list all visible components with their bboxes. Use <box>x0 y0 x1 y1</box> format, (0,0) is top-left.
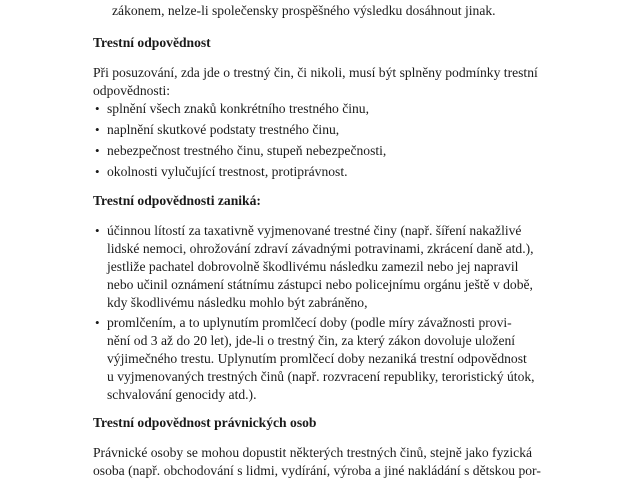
list-item-line: promlčením, a to uplynutím promlčecí doby (podle míry závažnosti provi- <box>107 315 512 330</box>
list-item-line: schvalování genocidy atd.). <box>107 387 257 402</box>
bullet-icon: • <box>95 164 100 179</box>
bullet-icon: • <box>95 122 100 137</box>
list-item-line: jestliže pachatel dobrovolně škodlivému následku zamezil nebo jej napravil <box>107 259 519 274</box>
bullet-icon: • <box>95 143 100 158</box>
section3-paragraph-line: Právnické osoby se mohou dopustit některých trestných činů, stejně jako fyzická <box>93 445 533 460</box>
list-item-line: u vyjmenovaných trestných činů (např. rozvracení republiky, teroristický útok, <box>107 369 535 384</box>
section-heading-zanik-odpovednosti: Trestní odpovědnosti zaniká: <box>93 193 261 208</box>
list-item-line: lidské nemoci, ohrožování zdraví závadnými potravinami, zkrácení daně atd.), <box>107 241 534 256</box>
list-item-line: kdy škodlivému následku mohlo být zabráněno, <box>107 295 368 310</box>
list-item-line: účinnou lítostí za taxativně vyjmenované trestné činy (např. šíření nakažlivé <box>107 223 522 238</box>
list-item: splnění všech znaků konkrétního trestného činu, <box>107 101 369 116</box>
intro-line: zákonem, nelze-li společensky prospěšného výsledku dosáhnout jinak. <box>112 3 496 18</box>
section-heading-pravnicke-osoby: Trestní odpovědnost právnických osob <box>93 415 317 430</box>
section-heading-trestni-odpovednost: Trestní odpovědnost <box>93 35 211 50</box>
bullet-icon: • <box>95 101 100 116</box>
list-item-line: nění od 3 až do 20 let), jde-li o trestný čin, za který zákon dovoluje uložení <box>107 333 516 348</box>
section1-paragraph-line: Při posuzování, zda jde o trestný čin, či nikoli, musí být splněny podmínky trestní <box>93 65 538 80</box>
list-item: okolnosti vylučující trestnost, protiprávnost. <box>107 164 348 179</box>
list-item: naplnění skutkové podstaty trestného činu, <box>107 122 340 137</box>
bullet-icon: • <box>95 223 100 238</box>
list-item: nebezpečnost trestného činu, stupeň nebezpečnosti, <box>107 143 387 158</box>
list-item-line: výjimečného trestu. Uplynutím promlčecí doby nezaniká trestní odpovědnost <box>107 351 527 366</box>
list-item-line: nebo učinil oznámení státnímu zástupci nebo policejnímu orgánu ještě v době, <box>107 277 533 292</box>
bullet-icon: • <box>95 315 100 330</box>
section1-paragraph-line: odpovědnosti: <box>93 83 171 98</box>
section3-paragraph-line: osoba (např. obchodování s lidmi, vydírání, výroba a jiné nakládání s dětskou por- <box>93 463 541 478</box>
